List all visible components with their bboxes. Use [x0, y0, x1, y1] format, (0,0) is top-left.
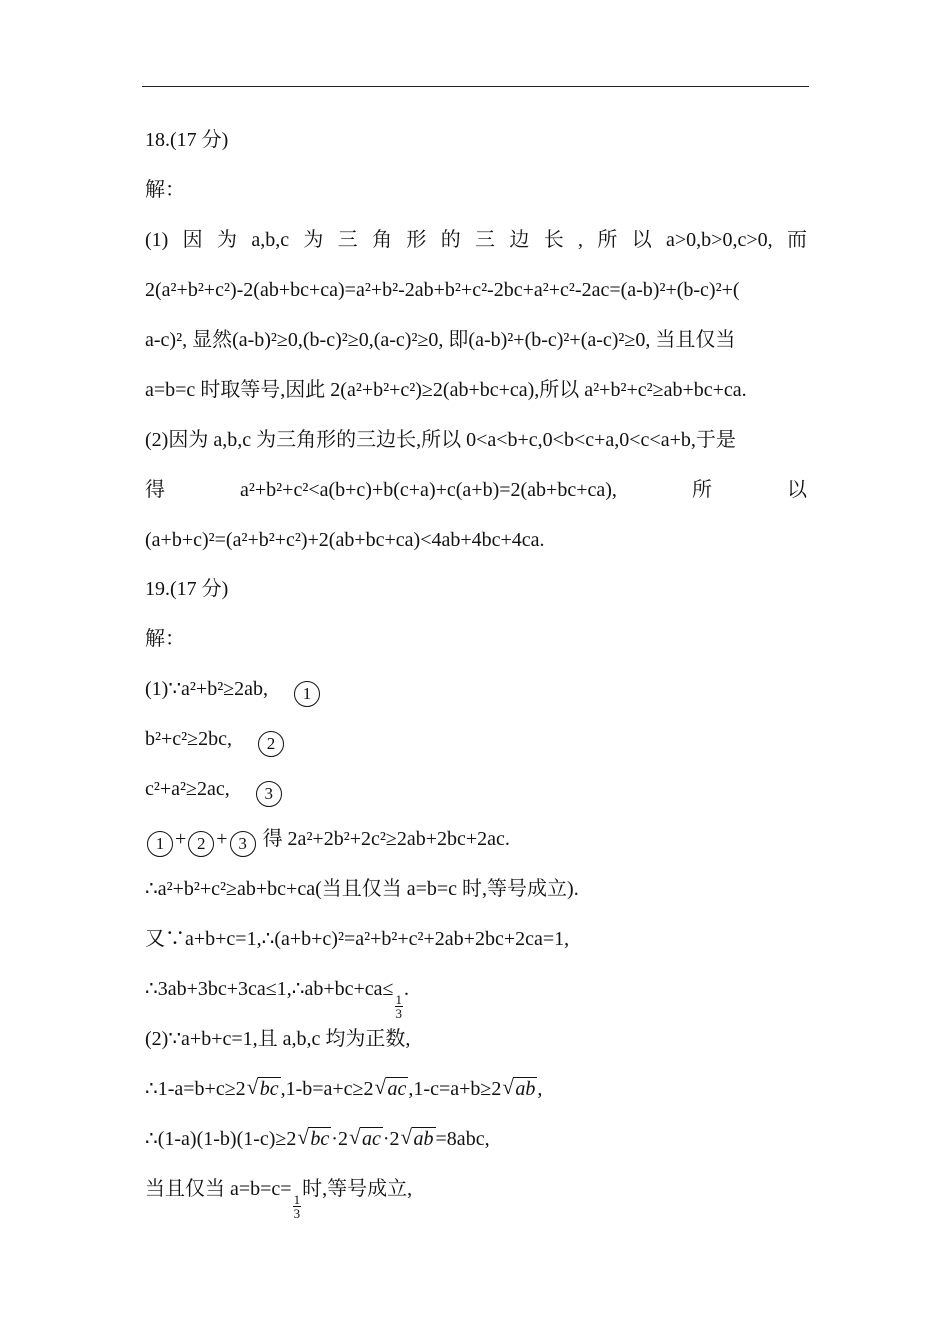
text-seg: ,	[537, 1078, 543, 1100]
word: 以	[631, 229, 652, 251]
text-seg: ·2	[382, 1128, 400, 1150]
radicand: bc	[259, 1078, 279, 1100]
circled-number-1: 1	[294, 681, 320, 707]
ineq-2-text: b²+c²≥2bc,	[145, 728, 233, 750]
ineq-3-text: c²+a²≥2ac,	[145, 778, 230, 800]
sum-result: 得 2a²+2b²+2c²≥2ab+2bc+2ac.	[262, 828, 510, 850]
q18-solution-label: 解：	[145, 179, 185, 201]
word: 得	[145, 479, 165, 501]
q19-header: 19.(17 分)	[145, 578, 229, 600]
word: a²+b²+c²<a(b+c)+b(c+a)+c(a+b)=2(ab+bc+ca),	[240, 479, 617, 501]
text-seg: =8abc,	[435, 1128, 490, 1150]
fraction-one-third	[293, 1193, 302, 1220]
sqrt-ac	[349, 1125, 383, 1153]
circled-3: 3	[230, 831, 256, 857]
circled-1: 1	[147, 831, 173, 857]
fraction-denominator: 3	[395, 1006, 403, 1021]
q19-solution-label: 解：	[145, 628, 185, 650]
q19-line7	[145, 975, 409, 1020]
q19-part2-line2	[145, 1075, 542, 1103]
word: 所	[691, 479, 712, 501]
q19-part2-line4	[145, 1175, 412, 1220]
plus-sign: +	[175, 828, 187, 850]
text-seg: ,1-c=a+b≥2	[408, 1078, 502, 1100]
q18-part1-line2: 2(a²+b²+c²)-2(ab+bc+ca)=a²+b²-2ab+b²+c²-2bc+a²+c²-2ac=(a-b)²+(b-c)²+(	[145, 279, 740, 301]
word: 为	[216, 229, 237, 251]
radicand: ab	[515, 1078, 536, 1100]
word: 的	[440, 229, 461, 251]
text-seg: ,1-b=a+c≥2	[280, 1078, 374, 1100]
word: 三	[475, 229, 496, 251]
text-seg: ∴1-a=b+c≥2	[145, 1078, 246, 1100]
text-seg: ∴(1-a)(1-b)(1-c)≥2	[145, 1128, 297, 1150]
q18-part2-line3: (a+b+c)²=(a²+b²+c²)+2(ab+bc+ca)<4ab+4bc+4ca.	[145, 529, 545, 551]
circled-number-3: 3	[256, 781, 282, 807]
radicand: bc	[310, 1128, 330, 1150]
circled-number-2: 2	[258, 731, 284, 757]
line7-end: .	[404, 978, 410, 1000]
sqrt-bc	[297, 1125, 331, 1153]
ineq-1-text: (1)∵a²+b²≥2ab,	[145, 678, 269, 700]
word: 三	[337, 229, 358, 251]
q19-part2-line3	[145, 1125, 490, 1153]
fraction-numerator: 1	[395, 992, 403, 1007]
fraction-one-third	[395, 993, 404, 1020]
word: ,	[578, 229, 584, 251]
plus-sign: +	[216, 828, 228, 850]
word: 因	[182, 229, 203, 251]
word: 为	[303, 229, 324, 251]
q19-sum-line	[145, 825, 510, 857]
q19-ineq-3	[145, 775, 284, 807]
sqrt-ab	[401, 1125, 436, 1153]
q19-ineq-2	[145, 725, 286, 757]
fraction-denominator: 3	[293, 1206, 301, 1221]
line7-text: ∴3ab+3bc+3ca≤1,∴ab+bc+ca≤	[145, 978, 394, 1000]
radicand: ac	[387, 1078, 407, 1100]
word: (1)	[145, 229, 169, 251]
word: 所	[597, 229, 618, 251]
q18-part1-line1	[145, 226, 807, 254]
word: 以	[786, 479, 807, 501]
word: 角	[372, 229, 393, 251]
fraction-numerator: 1	[293, 1192, 301, 1207]
line-text: 当且仅当 a=b=c=	[145, 1178, 292, 1200]
q19-ineq-1	[145, 675, 322, 707]
word: 而	[786, 229, 807, 251]
word: 边	[509, 229, 530, 251]
word: 长	[543, 229, 564, 251]
radicand: ac	[361, 1128, 381, 1150]
q18-part2-line2	[145, 476, 807, 504]
sqrt-ab	[502, 1075, 537, 1103]
q19-line5: ∴a²+b²+c²≥ab+bc+ca(当且仅当 a=b=c 时,等号成立).	[145, 878, 579, 900]
q18-part1-line4: a=b=c 时取等号,因此 2(a²+b²+c²)≥2(ab+bc+ca),所以 a²+b²+c²≥ab+bc+ca.	[145, 379, 747, 401]
word: 形	[406, 229, 427, 251]
q19-line6: 又∵a+b+c=1,∴(a+b+c)²=a²+b²+c²+2ab+2bc+2ca=1,	[145, 928, 570, 950]
sqrt-bc	[247, 1075, 281, 1103]
line-text-end: 时,等号成立,	[302, 1178, 413, 1200]
q18-part2-line1: (2)因为 a,b,c 为三角形的三边长,所以 0<a<b+c,0<b<c+a,0<c<a+b,于是	[145, 429, 736, 451]
q18-part1-line3: a-c)², 显然(a-b)²≥0,(b-c)²≥0,(a-c)²≥0, 即(a-b)²+(b-c)²+(a-c)²≥0, 当且仅当	[145, 329, 736, 351]
q19-part2-line1: (2)∵a+b+c=1,且 a,b,c 均为正数,	[145, 1028, 411, 1050]
header-rule	[142, 86, 809, 87]
word: a,b,c	[251, 229, 290, 251]
text-seg: ·2	[331, 1128, 348, 1150]
radicand: ab	[413, 1128, 434, 1150]
word: a>0,b>0,c>0,	[666, 229, 773, 251]
sqrt-ac	[375, 1075, 409, 1103]
q18-header: 18.(17 分)	[145, 129, 229, 151]
circled-2: 2	[188, 831, 214, 857]
